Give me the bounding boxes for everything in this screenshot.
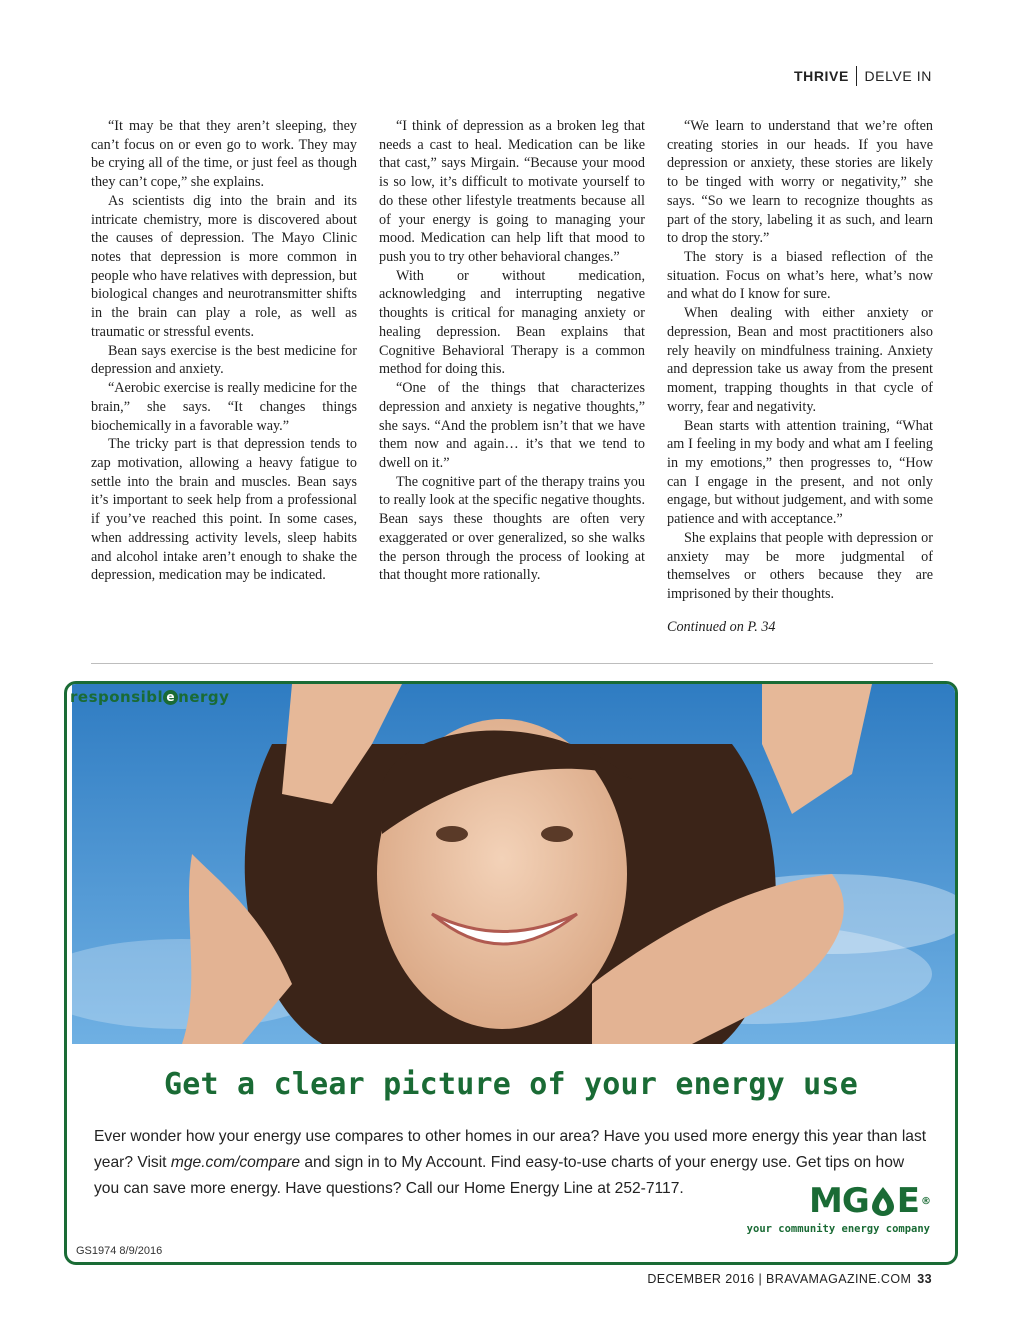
paragraph: With or without medication, acknowledging and interrupting negative thoughts is critical for managing anxiety or healing depression. Bean explains that Cognitive Behavioral Therapy is a common method for doing this.	[379, 267, 645, 378]
energy-e-icon: e	[163, 690, 178, 705]
paragraph: “It may be that they aren’t sleeping, they can’t focus on or even go to work. They may be crying all of the time, or just feel as though they can’t cope,” she explains.	[91, 118, 357, 191]
woman-framing-photo	[72, 684, 955, 1044]
paragraph: When dealing with either anxiety or depression, Bean and most practitioners also rely heavily on mindfulness training. Anxiety and depression take us away from the present moment, trapping thoughts in that cycle of worry, fear and negativity.	[667, 305, 933, 415]
page-footer	[647, 1272, 932, 1286]
article-column-1	[91, 117, 357, 636]
section-name: THRIVE	[793, 68, 849, 84]
responsible-energy-logo: responsibl e nergy	[70, 688, 230, 706]
advertisement[interactable]	[64, 681, 958, 1265]
mge-logo: MG E ® your community energy company	[746, 1181, 930, 1235]
paragraph: The cognitive part of the therapy trains you to really look at the specific negative thoughts. Bean says these thoughts are often very exaggerated or over generalized, so she walks the person through the process of looking at that thought more rationally.	[379, 473, 645, 584]
paragraph: “We learn to understand that we’re often creating stories in our heads. If you have depression or anxiety, these stories are likely to be tinged with worry or negativity,” she says. “So we learn to recognize thoughts as part of the story, labeling it as such, and learn to drop the story.”	[667, 118, 933, 247]
paragraph: “Aerobic exercise is really medicine for the brain,” she says. “It changes things biochemically in a favorable way.”	[91, 380, 357, 434]
article-body	[91, 117, 933, 636]
section-header	[794, 66, 932, 86]
ad-code: GS1974 8/9/2016	[76, 1245, 163, 1257]
paragraph: “I think of depression as a broken leg that needs a cast to heal. Medication can be like that cast,” says Mirgain. “Because your mood is so low, it’s difficult to motivate yourself to do these other lifestyle treatments because all of your energy is going to managing your mood. Medication can help lift that mood to push you to try other behavioral changes.”	[379, 118, 645, 266]
article-column-2	[379, 117, 645, 636]
paragraph: She explains that people with depression or anxiety may be more judgmental of themselves or others because they are imprisoned by their thoughts.	[667, 529, 933, 602]
page-number: 33	[917, 1272, 932, 1286]
paragraph: Bean says exercise is the best medicine for depression and anxiety.	[91, 342, 357, 378]
paragraph: Bean starts with attention training, “What am I feeling in my body and what am I feeling in my emotions,” then progresses to, “How can I engage in the present, and not only engage, but without judgement, and with some patience and with acceptance.”	[667, 417, 933, 528]
paragraph: “One of the things that characterizes depression and anxiety is negative thoughts,” she says. “And the problem isn’t that we have them now and again… it’s that we tend to dwell on it.”	[379, 380, 645, 471]
continued-link[interactable]: Continued on P. 34	[667, 618, 776, 635]
header-divider	[856, 66, 858, 86]
logo-tagline: your community energy company	[746, 1223, 930, 1235]
ad-headline: Get a clear picture of your energy use	[164, 1067, 858, 1102]
article-column-3	[667, 117, 933, 636]
section-divider	[91, 663, 933, 664]
issue-info: DECEMBER 2016 | BRAVAMAGAZINE.COM	[647, 1272, 912, 1286]
subsection-name: DELVE IN	[864, 68, 932, 84]
paragraph: The story is a biased reflection of the situation. Focus on what’s here, what’s now and what do I know for sure.	[667, 249, 933, 303]
compare-link[interactable]: mge.com/compare	[170, 1154, 300, 1171]
flame-drop-icon	[870, 1186, 896, 1216]
ad-body-text: Ever wonder how your energy use compares to other homes in our area? Have you used more energy this year than last year? Visit mge.com/compare and sign in to My Account. Find easy-to-use charts of your energy use. Get tips on how you can save more energy. Have questions? Call our Home Energy Line at 252-7117.	[94, 1128, 927, 1197]
paragraph: The tricky part is that depression tends to zap motivation, allowing a heavy fatigue to settle into the brain and muscles. Bean says it’s important to seek help from a professional if you’ve reached this point. In some cases, when addressing activity levels, sleep habits and alcohol intake aren’t enough to shake the depression, medication may be indicated.	[91, 436, 357, 584]
paragraph: As scientists dig into the brain and its intricate chemistry, more is discovered about the causes of depression. The Mayo Clinic notes that depression is more common in people who have relatives with depression, but biological changes and neurotransmitter shifts in the brain can play a role, as well as traumatic or stressful events.	[91, 192, 357, 340]
